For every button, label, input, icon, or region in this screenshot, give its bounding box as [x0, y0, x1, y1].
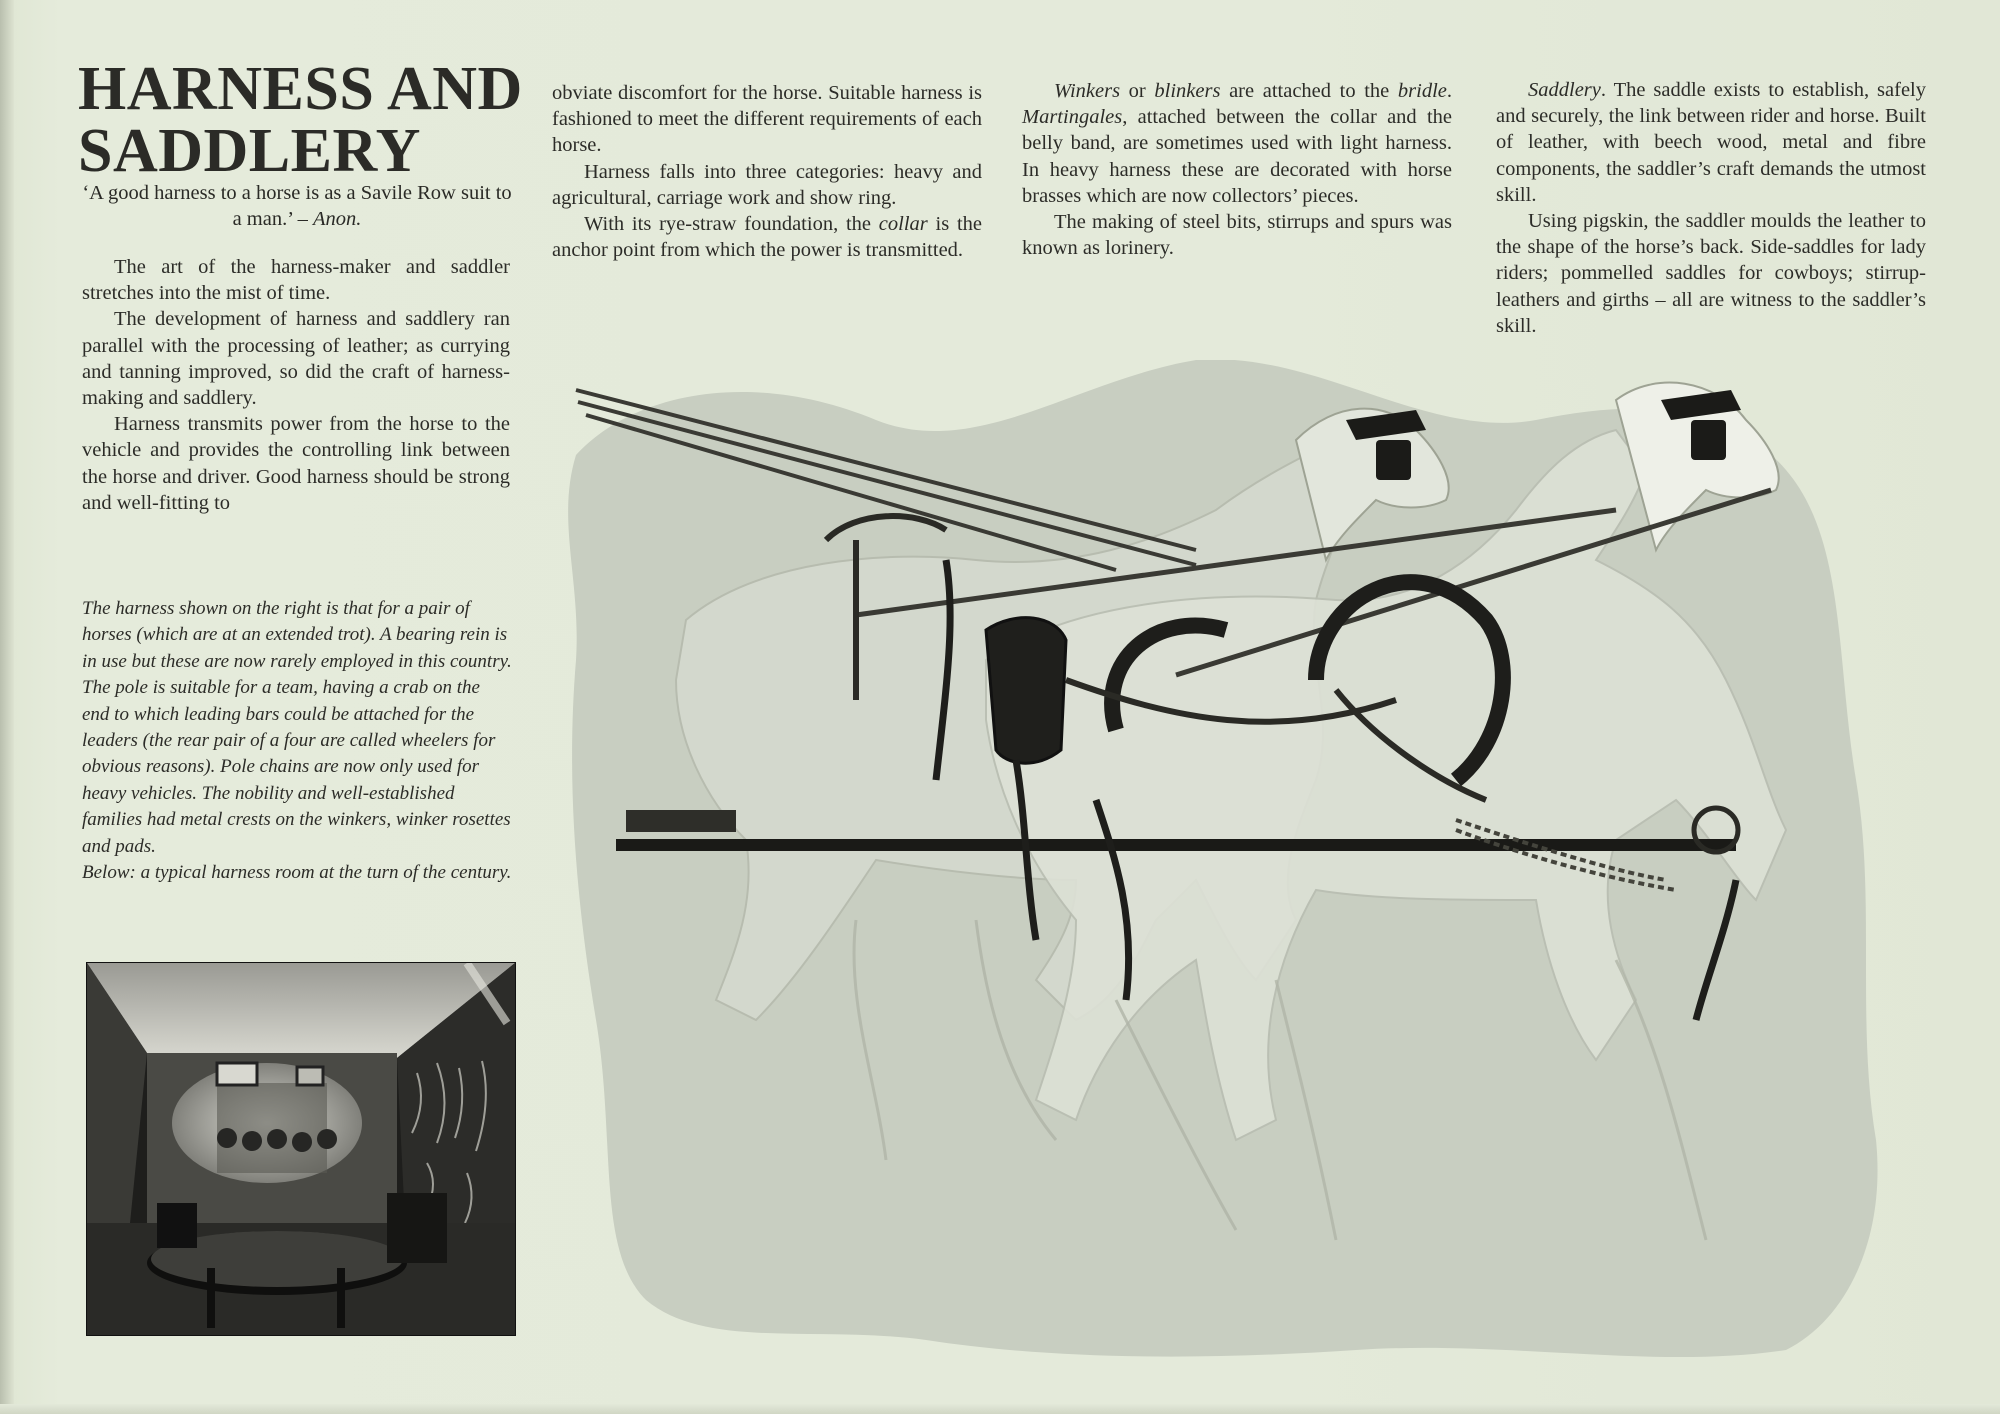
text-run: is the anchor point from which the power is transmitted. — [552, 213, 983, 262]
term-blinkers: blinkers — [1154, 80, 1221, 102]
paragraph — [1022, 78, 1452, 209]
title-line-2: SADDLERY — [78, 117, 421, 185]
epigraph-text: ‘A good harness to a horse is as a Savile Row suit to a man.’ – — [82, 182, 512, 230]
paragraph: obviate discomfort for the horse. Suitable harness is fashioned to meet the different requirements of each horse. — [552, 82, 982, 157]
column-4 — [1496, 77, 1926, 339]
column-1 — [82, 254, 510, 516]
paragraph: Harness transmits power from the horse to the vehicle and provides the controlling link between the horse and driver. Good harness should be strong and well-fitting to — [82, 413, 510, 514]
paragraph — [1496, 77, 1926, 208]
text-run: or — [1120, 80, 1155, 102]
page-binding — [0, 0, 14, 1414]
title-line-1: HARNESS AND — [78, 55, 523, 123]
column-2 — [552, 80, 982, 263]
paragraph: Using pigskin, the saddler moulds the leather to the shape of the horse’s back. Side-saddles for lady riders; pommelled saddles for cowboys; stirrup-leathers and girths – all are witness to the saddler’s skill. — [1496, 210, 1926, 337]
text-run: . The saddle exists to establish, safely and securely, the link between rider and horse. Built of leather, with beech wood, metal and fibre components, the saddler’s craft demands the utmost skill. — [1496, 79, 1926, 206]
text-run: With its rye-straw foundation, the — [584, 213, 879, 236]
term-martingales: Martingales — [1022, 106, 1123, 129]
illustration-caption — [82, 596, 512, 886]
harness-room-photo — [86, 962, 516, 1336]
epigraph — [82, 180, 512, 232]
term-bridle: bridle — [1397, 80, 1447, 102]
term-saddlery: Saddlery — [1528, 79, 1601, 101]
harness-illustration — [556, 360, 1886, 1360]
page-bottom-edge — [0, 1404, 2000, 1414]
paragraph: The making of steel bits, stirrups and spurs was known as lorinery. — [1022, 211, 1452, 260]
paragraph: Harness falls into three categories: heavy and agricultural, carriage work and show ring. — [552, 160, 982, 209]
paragraph: The art of the harness-maker and saddler stretches into the mist of time. — [82, 256, 510, 305]
text-run: . — [1446, 80, 1452, 102]
caption-below: Below: a typical harness room at the turn of the century. — [82, 862, 512, 884]
term-winkers: Winkers — [1054, 80, 1121, 102]
epigraph-attribution: Anon. — [313, 208, 362, 230]
column-3 — [1022, 78, 1452, 261]
saddle-pad — [986, 618, 1066, 764]
paragraph: The development of harness and saddlery ran parallel with the processing of leather; as currying and tanning improved, so did the craft of harness-making and saddlery. — [82, 308, 510, 410]
paragraph — [552, 211, 982, 263]
text-run: , attached between the collar and the belly band, are sometimes used with light harness. In heavy harness these are decorated with horse brasses which are now collectors’ pieces. — [1022, 106, 1452, 207]
harness-room-photo-image — [87, 963, 515, 1335]
caption-text: The harness shown on the right is that for a pair of horses (which are at an extended trot). A bearing rein is in use but these are now rarely employed in this country. The pole is suitable for a team, having a crab on the end to which leading bars could be attached for the leaders (the rear pair of a four are called wheelers for obvious reasons). Pole chains are now only used for heavy vehicles. The nobility and well-established families had metal crests on the winkers, winker rosettes and pads. — [82, 598, 512, 857]
page-title — [78, 55, 523, 185]
text-run: are attached to the — [1220, 80, 1398, 102]
pole-end-bracket — [626, 810, 736, 832]
term-collar: collar — [878, 213, 928, 236]
